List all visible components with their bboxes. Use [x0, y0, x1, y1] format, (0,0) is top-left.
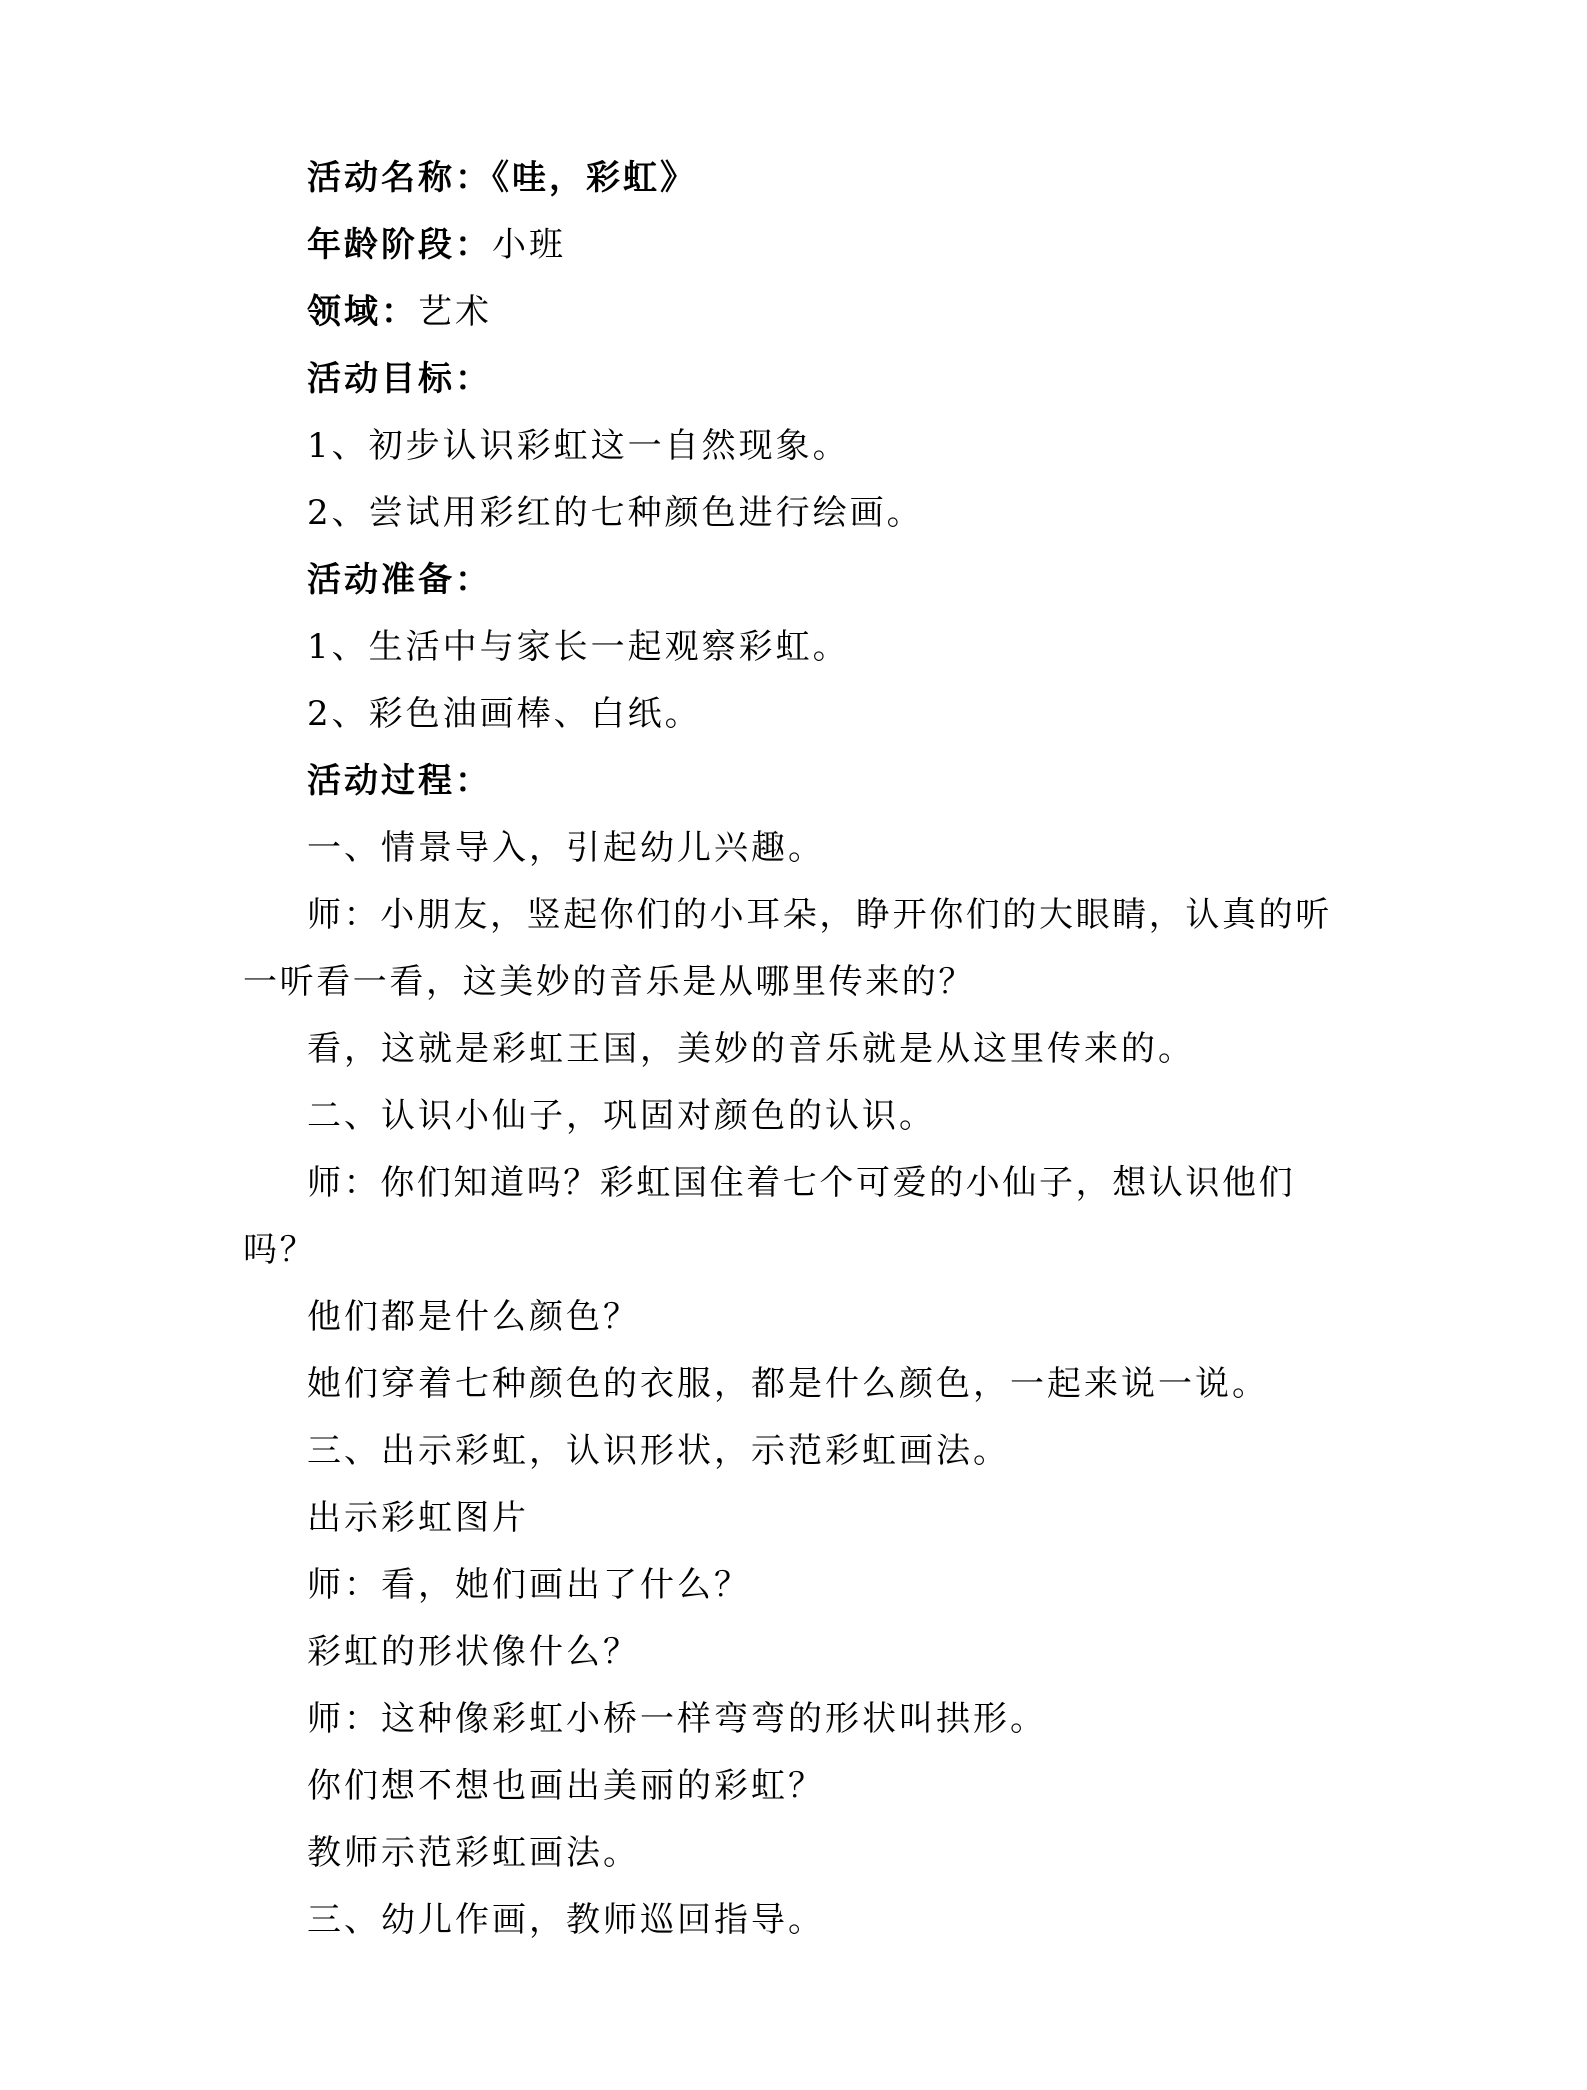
narration-paragraph: 看，这就是彩虹王国，美妙的音乐就是从这里传来的。 [307, 1029, 1195, 1069]
preparation-heading: 活动准备： [307, 560, 492, 600]
narration-paragraph: 教师示范彩虹画法。 [307, 1833, 640, 1873]
objective-item: 1、初步认识彩虹这一自然现象。 [307, 426, 850, 466]
teacher-dialogue: 师：小朋友，竖起你们的小耳朵，睁开你们的大眼睛，认真的听一听看一看，这美妙的音乐是从哪里传来的？ [243, 895, 1332, 1002]
teacher-dialogue: 师：你们知道吗？彩虹国住着七个可爱的小仙子，想认识他们吗？ [243, 1163, 1296, 1270]
activity-name-line [243, 145, 1353, 212]
activity-name-label: 活动名称： [307, 158, 492, 198]
domain-value: 艺术 [418, 292, 492, 332]
teacher-dialogue: 师：看，她们画出了什么？ [307, 1565, 751, 1605]
objectives-heading: 活动目标： [307, 359, 492, 399]
domain-label: 领域： [307, 292, 418, 332]
activity-name-value: 《哇，彩虹》 [492, 158, 697, 198]
process-step-2: 二、认识小仙子，巩固对颜色的认识。 [307, 1096, 936, 1136]
process-heading: 活动过程： [307, 761, 492, 801]
process-step-4: 三、幼儿作画，教师巡回指导。 [307, 1900, 825, 1940]
age-value: 小班 [492, 225, 566, 265]
domain-line [243, 279, 1353, 346]
objective-item: 2、尝试用彩红的七种颜色进行绘画。 [307, 493, 924, 533]
narration-paragraph: 彩虹的形状像什么？ [307, 1632, 640, 1672]
teacher-dialogue: 师：这种像彩虹小桥一样弯弯的形状叫拱形。 [307, 1699, 1047, 1739]
narration-paragraph: 出示彩虹图片 [307, 1498, 529, 1538]
age-label: 年龄阶段： [307, 225, 492, 265]
process-step-3: 三、出示彩虹，认识形状，示范彩虹画法。 [307, 1431, 1010, 1471]
narration-paragraph: 她们穿着七种颜色的衣服，都是什么颜色，一起来说一说。 [307, 1364, 1269, 1404]
process-step-1: 一、情景导入，引起幼儿兴趣。 [307, 828, 825, 868]
narration-paragraph: 他们都是什么颜色？ [307, 1297, 640, 1337]
preparation-item: 2、彩色油画棒、白纸。 [307, 694, 702, 734]
document-page [243, 145, 1353, 1954]
age-line [243, 212, 1353, 279]
preparation-item: 1、生活中与家长一起观察彩虹。 [307, 627, 850, 667]
narration-paragraph: 你们想不想也画出美丽的彩虹？ [307, 1766, 825, 1806]
